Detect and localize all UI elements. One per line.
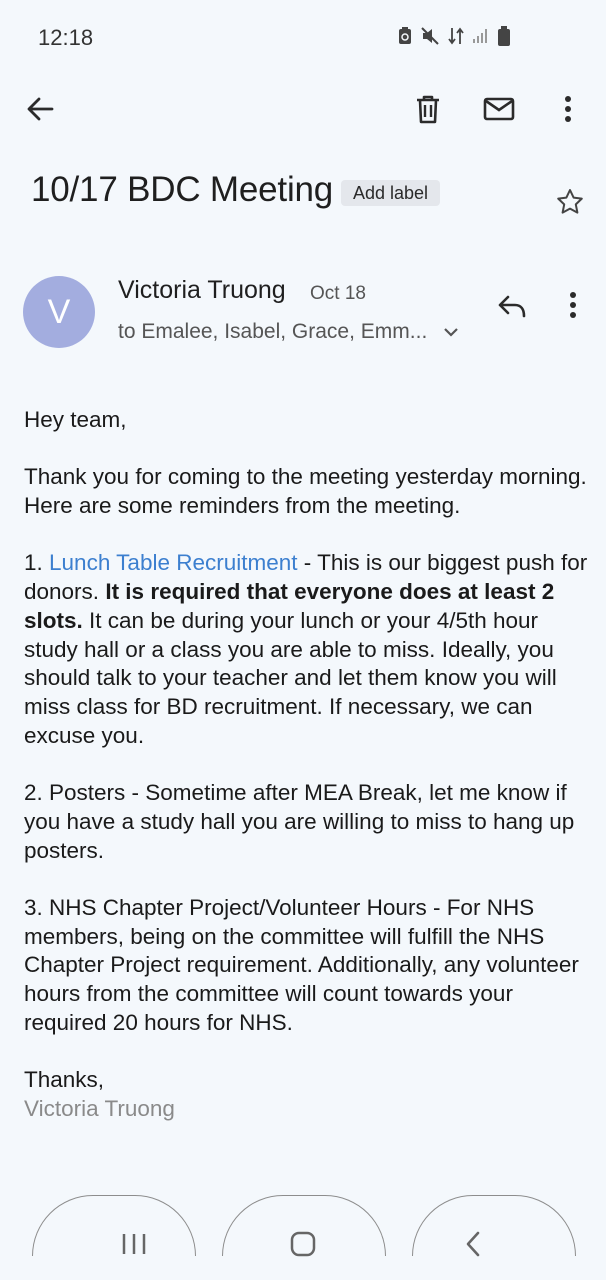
battery-icon: [498, 26, 510, 46]
back-arrow-icon: [26, 95, 54, 123]
chevron-down-icon[interactable]: [443, 326, 459, 338]
email-date: Oct 18: [310, 283, 366, 304]
delete-button[interactable]: [404, 85, 452, 133]
sender-avatar[interactable]: V: [23, 276, 95, 348]
item-2-paragraph: 2. Posters - Sometime after MEA Break, let me know if you have a study hall you are willing to miss to hang up posters.: [24, 780, 575, 863]
item-1-paragraph: [24, 549, 590, 750]
mute-icon: [420, 27, 440, 45]
recipients-text: to Emalee, Isabel, Grace, Emm...: [118, 320, 428, 343]
recents-icon: [121, 1232, 147, 1256]
battery-saver-icon: [398, 27, 412, 45]
email-body: [24, 406, 590, 1124]
more-options-button[interactable]: [544, 85, 592, 133]
mark-unread-button[interactable]: [475, 85, 523, 133]
recipients-line[interactable]: [118, 320, 459, 344]
item-3-paragraph: 3. NHS Chapter Project/Volunteer Hours - For NHS members, being on the committee will fulfill the NHS Chapter Project requirement. Additionally, any volunteer hours from the committee will count towards your required 20 hours for NHS.: [24, 894, 579, 1035]
more-vert-icon: [564, 95, 572, 123]
mail-icon: [483, 97, 515, 121]
reply-button[interactable]: [488, 282, 536, 330]
home-button[interactable]: [279, 1220, 327, 1268]
status-icons: [398, 26, 510, 46]
item-1-number: 1.: [24, 550, 50, 576]
back-nav-icon: [465, 1231, 481, 1257]
sender-name[interactable]: Victoria Truong: [118, 276, 286, 304]
system-nav-bar: [0, 1210, 606, 1280]
star-icon: [556, 188, 584, 216]
signal-icon: [472, 28, 490, 44]
nav-back-button[interactable]: [449, 1220, 497, 1268]
recents-button[interactable]: [110, 1220, 158, 1268]
item-1-text-b: It can be during your lunch or your 4/5th hour study hall or a class you are able to miss. Ideally, you should talk to your teacher and let them know you will miss class for BD recruitment. If necessary, we can excuse you.: [24, 607, 557, 748]
closing: Thanks,: [24, 1067, 105, 1093]
message-more-button[interactable]: [549, 281, 597, 329]
trash-icon: [415, 94, 441, 124]
back-button[interactable]: [16, 85, 64, 133]
home-icon: [290, 1231, 316, 1257]
item-1-bold: It is required that everyone does at least 2 slots.: [24, 579, 555, 633]
signature: Victoria Truong: [24, 1095, 175, 1121]
status-time: 12:18: [38, 25, 94, 50]
intro-paragraph: Thank you for coming to the meeting yesterday morning. Here are some reminders from the meeting.: [24, 464, 587, 519]
greeting: Hey team,: [24, 407, 127, 432]
more-vert-icon: [569, 291, 577, 319]
add-label-button[interactable]: Add label: [341, 180, 440, 206]
lunch-table-link[interactable]: Lunch Table Recruitment: [49, 550, 298, 576]
reply-icon: [497, 294, 527, 318]
data-icon: [448, 26, 464, 46]
star-button[interactable]: [546, 178, 594, 226]
item-1-text-a: - This is our biggest push for donors.: [24, 550, 588, 605]
email-subject: 10/17 BDC Meeting: [31, 170, 334, 209]
